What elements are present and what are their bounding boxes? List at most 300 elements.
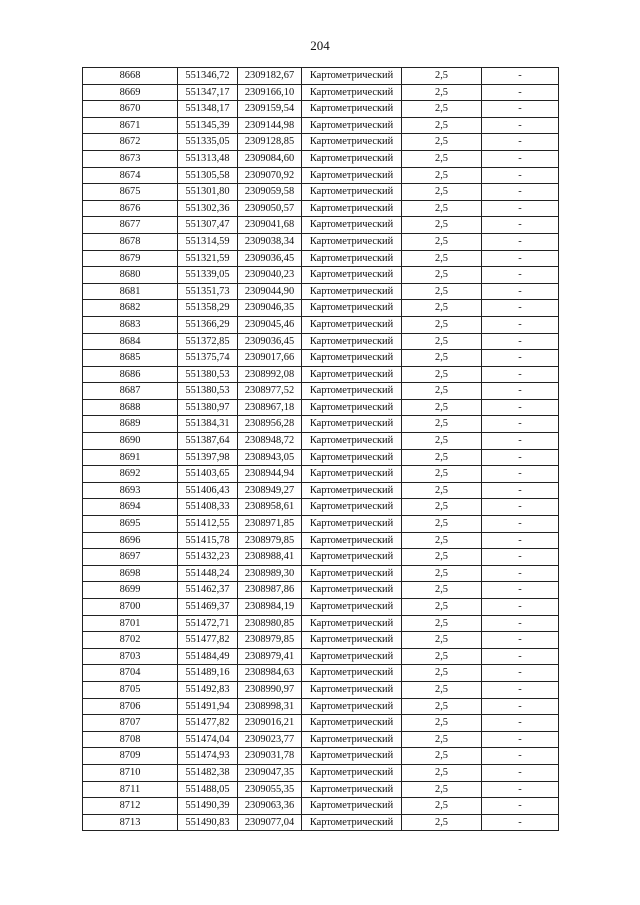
note-cell: -	[482, 532, 559, 549]
accuracy-cell: 2,5	[402, 698, 482, 715]
note-cell: -	[482, 101, 559, 118]
point-number-cell: 8673	[83, 150, 178, 167]
table-row	[83, 516, 559, 533]
accuracy-cell: 2,5	[402, 599, 482, 616]
table-row	[83, 101, 559, 118]
x-coordinate-cell: 551408,33	[178, 499, 238, 516]
y-coordinate-cell: 2309031,78	[238, 748, 302, 765]
point-number-cell: 8688	[83, 399, 178, 416]
method-cell: Картометрический	[302, 200, 402, 217]
x-coordinate-cell: 551366,29	[178, 316, 238, 333]
point-number-cell: 8702	[83, 632, 178, 649]
table-row	[83, 250, 559, 267]
accuracy-cell: 2,5	[402, 764, 482, 781]
note-cell: -	[482, 84, 559, 101]
method-cell: Картометрический	[302, 764, 402, 781]
x-coordinate-cell: 551472,71	[178, 615, 238, 632]
accuracy-cell: 2,5	[402, 549, 482, 566]
table-row	[83, 217, 559, 234]
table-row	[83, 698, 559, 715]
point-number-cell: 8684	[83, 333, 178, 350]
method-cell: Картометрический	[302, 499, 402, 516]
x-coordinate-cell: 551346,72	[178, 68, 238, 85]
note-cell: -	[482, 681, 559, 698]
x-coordinate-cell: 551387,64	[178, 433, 238, 450]
accuracy-cell: 2,5	[402, 267, 482, 284]
note-cell: -	[482, 715, 559, 732]
x-coordinate-cell: 551380,53	[178, 366, 238, 383]
x-coordinate-cell: 551484,49	[178, 648, 238, 665]
x-coordinate-cell: 551415,78	[178, 532, 238, 549]
point-number-cell: 8675	[83, 184, 178, 201]
x-coordinate-cell: 551397,98	[178, 449, 238, 466]
x-coordinate-cell: 551490,83	[178, 814, 238, 831]
x-coordinate-cell: 551491,94	[178, 698, 238, 715]
x-coordinate-cell: 551469,37	[178, 599, 238, 616]
table-row	[83, 449, 559, 466]
method-cell: Картометрический	[302, 68, 402, 85]
y-coordinate-cell: 2308988,41	[238, 549, 302, 566]
accuracy-cell: 2,5	[402, 482, 482, 499]
method-cell: Картометрический	[302, 731, 402, 748]
table-row	[83, 748, 559, 765]
note-cell: -	[482, 565, 559, 582]
accuracy-cell: 2,5	[402, 283, 482, 300]
y-coordinate-cell: 2308979,41	[238, 648, 302, 665]
table-row	[83, 383, 559, 400]
y-coordinate-cell: 2309084,60	[238, 150, 302, 167]
y-coordinate-cell: 2309144,98	[238, 117, 302, 134]
x-coordinate-cell: 551477,82	[178, 632, 238, 649]
note-cell: -	[482, 632, 559, 649]
accuracy-cell: 2,5	[402, 814, 482, 831]
y-coordinate-cell: 2308998,31	[238, 698, 302, 715]
accuracy-cell: 2,5	[402, 399, 482, 416]
method-cell: Картометрический	[302, 267, 402, 284]
x-coordinate-cell: 551462,37	[178, 582, 238, 599]
method-cell: Картометрический	[302, 599, 402, 616]
page-number: 204	[310, 38, 330, 53]
point-number-cell: 8676	[83, 200, 178, 217]
point-number-cell: 8697	[83, 549, 178, 566]
point-number-cell: 8686	[83, 366, 178, 383]
point-number-cell: 8670	[83, 101, 178, 118]
point-number-cell: 8668	[83, 68, 178, 85]
y-coordinate-cell: 2309070,92	[238, 167, 302, 184]
x-coordinate-cell: 551345,39	[178, 117, 238, 134]
table-row	[83, 764, 559, 781]
point-number-cell: 8695	[83, 516, 178, 533]
table-row	[83, 715, 559, 732]
method-cell: Картометрический	[302, 433, 402, 450]
method-cell: Картометрический	[302, 184, 402, 201]
table-row	[83, 350, 559, 367]
y-coordinate-cell: 2309047,35	[238, 764, 302, 781]
x-coordinate-cell: 551406,43	[178, 482, 238, 499]
table-row	[83, 167, 559, 184]
note-cell: -	[482, 731, 559, 748]
accuracy-cell: 2,5	[402, 167, 482, 184]
point-number-cell: 8711	[83, 781, 178, 798]
y-coordinate-cell: 2308984,63	[238, 665, 302, 682]
note-cell: -	[482, 233, 559, 250]
accuracy-cell: 2,5	[402, 532, 482, 549]
point-number-cell: 8694	[83, 499, 178, 516]
y-coordinate-cell: 2309063,36	[238, 798, 302, 815]
note-cell: -	[482, 399, 559, 416]
point-number-cell: 8704	[83, 665, 178, 682]
y-coordinate-cell: 2309159,54	[238, 101, 302, 118]
x-coordinate-cell: 551301,80	[178, 184, 238, 201]
method-cell: Картометрический	[302, 565, 402, 582]
note-cell: -	[482, 416, 559, 433]
x-coordinate-cell: 551474,93	[178, 748, 238, 765]
table-row	[83, 582, 559, 599]
point-number-cell: 8696	[83, 532, 178, 549]
note-cell: -	[482, 267, 559, 284]
point-number-cell: 8689	[83, 416, 178, 433]
note-cell: -	[482, 366, 559, 383]
point-number-cell: 8680	[83, 267, 178, 284]
method-cell: Картометрический	[302, 516, 402, 533]
note-cell: -	[482, 764, 559, 781]
point-number-cell: 8671	[83, 117, 178, 134]
y-coordinate-cell: 2308992,08	[238, 366, 302, 383]
table-row	[83, 68, 559, 85]
x-coordinate-cell: 551432,23	[178, 549, 238, 566]
note-cell: -	[482, 466, 559, 483]
method-cell: Картометрический	[302, 333, 402, 350]
y-coordinate-cell: 2309038,34	[238, 233, 302, 250]
x-coordinate-cell: 551488,05	[178, 781, 238, 798]
y-coordinate-cell: 2309016,21	[238, 715, 302, 732]
note-cell: -	[482, 250, 559, 267]
method-cell: Картометрический	[302, 300, 402, 317]
method-cell: Картометрический	[302, 233, 402, 250]
method-cell: Картометрический	[302, 748, 402, 765]
table-row	[83, 333, 559, 350]
note-cell: -	[482, 350, 559, 367]
method-cell: Картометрический	[302, 117, 402, 134]
x-coordinate-cell: 551412,55	[178, 516, 238, 533]
note-cell: -	[482, 648, 559, 665]
y-coordinate-cell: 2308943,05	[238, 449, 302, 466]
method-cell: Картометрический	[302, 350, 402, 367]
accuracy-cell: 2,5	[402, 731, 482, 748]
y-coordinate-cell: 2309040,23	[238, 267, 302, 284]
note-cell: -	[482, 316, 559, 333]
accuracy-cell: 2,5	[402, 350, 482, 367]
y-coordinate-cell: 2308979,85	[238, 532, 302, 549]
method-cell: Картометрический	[302, 316, 402, 333]
note-cell: -	[482, 217, 559, 234]
table-row	[83, 283, 559, 300]
accuracy-cell: 2,5	[402, 68, 482, 85]
point-number-cell: 8698	[83, 565, 178, 582]
y-coordinate-cell: 2309017,66	[238, 350, 302, 367]
note-cell: -	[482, 184, 559, 201]
y-coordinate-cell: 2309046,35	[238, 300, 302, 317]
accuracy-cell: 2,5	[402, 84, 482, 101]
y-coordinate-cell: 2308979,85	[238, 632, 302, 649]
note-cell: -	[482, 167, 559, 184]
method-cell: Картометрический	[302, 84, 402, 101]
note-cell: -	[482, 68, 559, 85]
table-row	[83, 798, 559, 815]
method-cell: Картометрический	[302, 632, 402, 649]
note-cell: -	[482, 449, 559, 466]
table-row	[83, 267, 559, 284]
y-coordinate-cell: 2308971,85	[238, 516, 302, 533]
y-coordinate-cell: 2308956,28	[238, 416, 302, 433]
accuracy-cell: 2,5	[402, 184, 482, 201]
x-coordinate-cell: 551302,36	[178, 200, 238, 217]
y-coordinate-cell: 2309182,67	[238, 68, 302, 85]
method-cell: Картометрический	[302, 698, 402, 715]
table-row	[83, 565, 559, 582]
table-row	[83, 482, 559, 499]
accuracy-cell: 2,5	[402, 449, 482, 466]
table-row	[83, 665, 559, 682]
method-cell: Картометрический	[302, 798, 402, 815]
accuracy-cell: 2,5	[402, 565, 482, 582]
table-row	[83, 599, 559, 616]
table-row	[83, 184, 559, 201]
y-coordinate-cell: 2308967,18	[238, 399, 302, 416]
point-number-cell: 8679	[83, 250, 178, 267]
table-row	[83, 466, 559, 483]
point-number-cell: 8678	[83, 233, 178, 250]
y-coordinate-cell: 2309050,57	[238, 200, 302, 217]
method-cell: Картометрический	[302, 217, 402, 234]
y-coordinate-cell: 2308958,61	[238, 499, 302, 516]
point-number-cell: 8699	[83, 582, 178, 599]
method-cell: Картометрический	[302, 399, 402, 416]
accuracy-cell: 2,5	[402, 781, 482, 798]
y-coordinate-cell: 2308989,30	[238, 565, 302, 582]
note-cell: -	[482, 482, 559, 499]
method-cell: Картометрический	[302, 681, 402, 698]
x-coordinate-cell: 551372,85	[178, 333, 238, 350]
method-cell: Картометрический	[302, 250, 402, 267]
table-row	[83, 681, 559, 698]
method-cell: Картометрический	[302, 101, 402, 118]
y-coordinate-cell: 2309055,35	[238, 781, 302, 798]
x-coordinate-cell: 551448,24	[178, 565, 238, 582]
method-cell: Картометрический	[302, 648, 402, 665]
note-cell: -	[482, 150, 559, 167]
note-cell: -	[482, 134, 559, 151]
accuracy-cell: 2,5	[402, 366, 482, 383]
method-cell: Картометрический	[302, 715, 402, 732]
accuracy-cell: 2,5	[402, 632, 482, 649]
point-number-cell: 8691	[83, 449, 178, 466]
x-coordinate-cell: 551384,31	[178, 416, 238, 433]
table-row	[83, 150, 559, 167]
table-row	[83, 233, 559, 250]
method-cell: Картометрический	[302, 814, 402, 831]
accuracy-cell: 2,5	[402, 748, 482, 765]
x-coordinate-cell: 551313,48	[178, 150, 238, 167]
accuracy-cell: 2,5	[402, 665, 482, 682]
point-number-cell: 8669	[83, 84, 178, 101]
y-coordinate-cell: 2308980,85	[238, 615, 302, 632]
point-number-cell: 8693	[83, 482, 178, 499]
table-row	[83, 416, 559, 433]
point-number-cell: 8703	[83, 648, 178, 665]
point-number-cell: 8712	[83, 798, 178, 815]
y-coordinate-cell: 2309059,58	[238, 184, 302, 201]
x-coordinate-cell: 551490,39	[178, 798, 238, 815]
table-row	[83, 433, 559, 450]
note-cell: -	[482, 516, 559, 533]
x-coordinate-cell: 551380,97	[178, 399, 238, 416]
x-coordinate-cell: 551335,05	[178, 134, 238, 151]
point-number-cell: 8710	[83, 764, 178, 781]
point-number-cell: 8672	[83, 134, 178, 151]
table-row	[83, 316, 559, 333]
point-number-cell: 8692	[83, 466, 178, 483]
x-coordinate-cell: 551489,16	[178, 665, 238, 682]
accuracy-cell: 2,5	[402, 466, 482, 483]
accuracy-cell: 2,5	[402, 798, 482, 815]
table-row	[83, 814, 559, 831]
y-coordinate-cell: 2309036,45	[238, 333, 302, 350]
accuracy-cell: 2,5	[402, 582, 482, 599]
y-coordinate-cell: 2309045,46	[238, 316, 302, 333]
accuracy-cell: 2,5	[402, 200, 482, 217]
point-number-cell: 8700	[83, 599, 178, 616]
x-coordinate-cell: 551347,17	[178, 84, 238, 101]
method-cell: Картометрический	[302, 482, 402, 499]
table-row	[83, 731, 559, 748]
accuracy-cell: 2,5	[402, 499, 482, 516]
x-coordinate-cell: 551375,74	[178, 350, 238, 367]
table-row	[83, 84, 559, 101]
accuracy-cell: 2,5	[402, 648, 482, 665]
table-row	[83, 134, 559, 151]
point-number-cell: 8690	[83, 433, 178, 450]
accuracy-cell: 2,5	[402, 516, 482, 533]
x-coordinate-cell: 551305,58	[178, 167, 238, 184]
x-coordinate-cell: 551314,59	[178, 233, 238, 250]
point-number-cell: 8707	[83, 715, 178, 732]
coordinates-table	[82, 67, 559, 831]
method-cell: Картометрический	[302, 466, 402, 483]
table-row	[83, 532, 559, 549]
accuracy-cell: 2,5	[402, 416, 482, 433]
method-cell: Картометрический	[302, 416, 402, 433]
y-coordinate-cell: 2308990,97	[238, 681, 302, 698]
table-row	[83, 549, 559, 566]
y-coordinate-cell: 2308944,94	[238, 466, 302, 483]
y-coordinate-cell: 2309077,04	[238, 814, 302, 831]
accuracy-cell: 2,5	[402, 101, 482, 118]
x-coordinate-cell: 551307,47	[178, 217, 238, 234]
x-coordinate-cell: 551339,05	[178, 267, 238, 284]
accuracy-cell: 2,5	[402, 300, 482, 317]
x-coordinate-cell: 551321,59	[178, 250, 238, 267]
method-cell: Картометрический	[302, 383, 402, 400]
method-cell: Картометрический	[302, 549, 402, 566]
table-row	[83, 781, 559, 798]
point-number-cell: 8683	[83, 316, 178, 333]
x-coordinate-cell: 551351,73	[178, 283, 238, 300]
accuracy-cell: 2,5	[402, 250, 482, 267]
y-coordinate-cell: 2309044,90	[238, 283, 302, 300]
method-cell: Картометрический	[302, 449, 402, 466]
accuracy-cell: 2,5	[402, 134, 482, 151]
table-row	[83, 648, 559, 665]
method-cell: Картометрический	[302, 167, 402, 184]
note-cell: -	[482, 499, 559, 516]
note-cell: -	[482, 433, 559, 450]
accuracy-cell: 2,5	[402, 333, 482, 350]
point-number-cell: 8713	[83, 814, 178, 831]
y-coordinate-cell: 2309023,77	[238, 731, 302, 748]
note-cell: -	[482, 615, 559, 632]
note-cell: -	[482, 798, 559, 815]
table-row	[83, 366, 559, 383]
method-cell: Картометрический	[302, 532, 402, 549]
point-number-cell: 8682	[83, 300, 178, 317]
y-coordinate-cell: 2308949,27	[238, 482, 302, 499]
point-number-cell: 8709	[83, 748, 178, 765]
note-cell: -	[482, 748, 559, 765]
accuracy-cell: 2,5	[402, 433, 482, 450]
note-cell: -	[482, 200, 559, 217]
y-coordinate-cell: 2309036,45	[238, 250, 302, 267]
y-coordinate-cell: 2309166,10	[238, 84, 302, 101]
accuracy-cell: 2,5	[402, 681, 482, 698]
note-cell: -	[482, 549, 559, 566]
table-row	[83, 615, 559, 632]
point-number-cell: 8701	[83, 615, 178, 632]
accuracy-cell: 2,5	[402, 217, 482, 234]
x-coordinate-cell: 551348,17	[178, 101, 238, 118]
y-coordinate-cell: 2308984,19	[238, 599, 302, 616]
note-cell: -	[482, 283, 559, 300]
point-number-cell: 8706	[83, 698, 178, 715]
method-cell: Картометрический	[302, 134, 402, 151]
table-row	[83, 399, 559, 416]
method-cell: Картометрический	[302, 615, 402, 632]
point-number-cell: 8674	[83, 167, 178, 184]
x-coordinate-cell: 551482,38	[178, 764, 238, 781]
table-row	[83, 200, 559, 217]
point-number-cell: 8681	[83, 283, 178, 300]
coordinates-table-body	[83, 68, 559, 831]
accuracy-cell: 2,5	[402, 150, 482, 167]
y-coordinate-cell: 2308987,86	[238, 582, 302, 599]
accuracy-cell: 2,5	[402, 233, 482, 250]
note-cell: -	[482, 814, 559, 831]
table-row	[83, 499, 559, 516]
table-row	[83, 117, 559, 134]
method-cell: Картометрический	[302, 150, 402, 167]
method-cell: Картометрический	[302, 582, 402, 599]
point-number-cell: 8687	[83, 383, 178, 400]
note-cell: -	[482, 599, 559, 616]
note-cell: -	[482, 117, 559, 134]
x-coordinate-cell: 551492,83	[178, 681, 238, 698]
note-cell: -	[482, 333, 559, 350]
method-cell: Картометрический	[302, 781, 402, 798]
x-coordinate-cell: 551358,29	[178, 300, 238, 317]
method-cell: Картометрический	[302, 283, 402, 300]
method-cell: Картометрический	[302, 665, 402, 682]
note-cell: -	[482, 665, 559, 682]
